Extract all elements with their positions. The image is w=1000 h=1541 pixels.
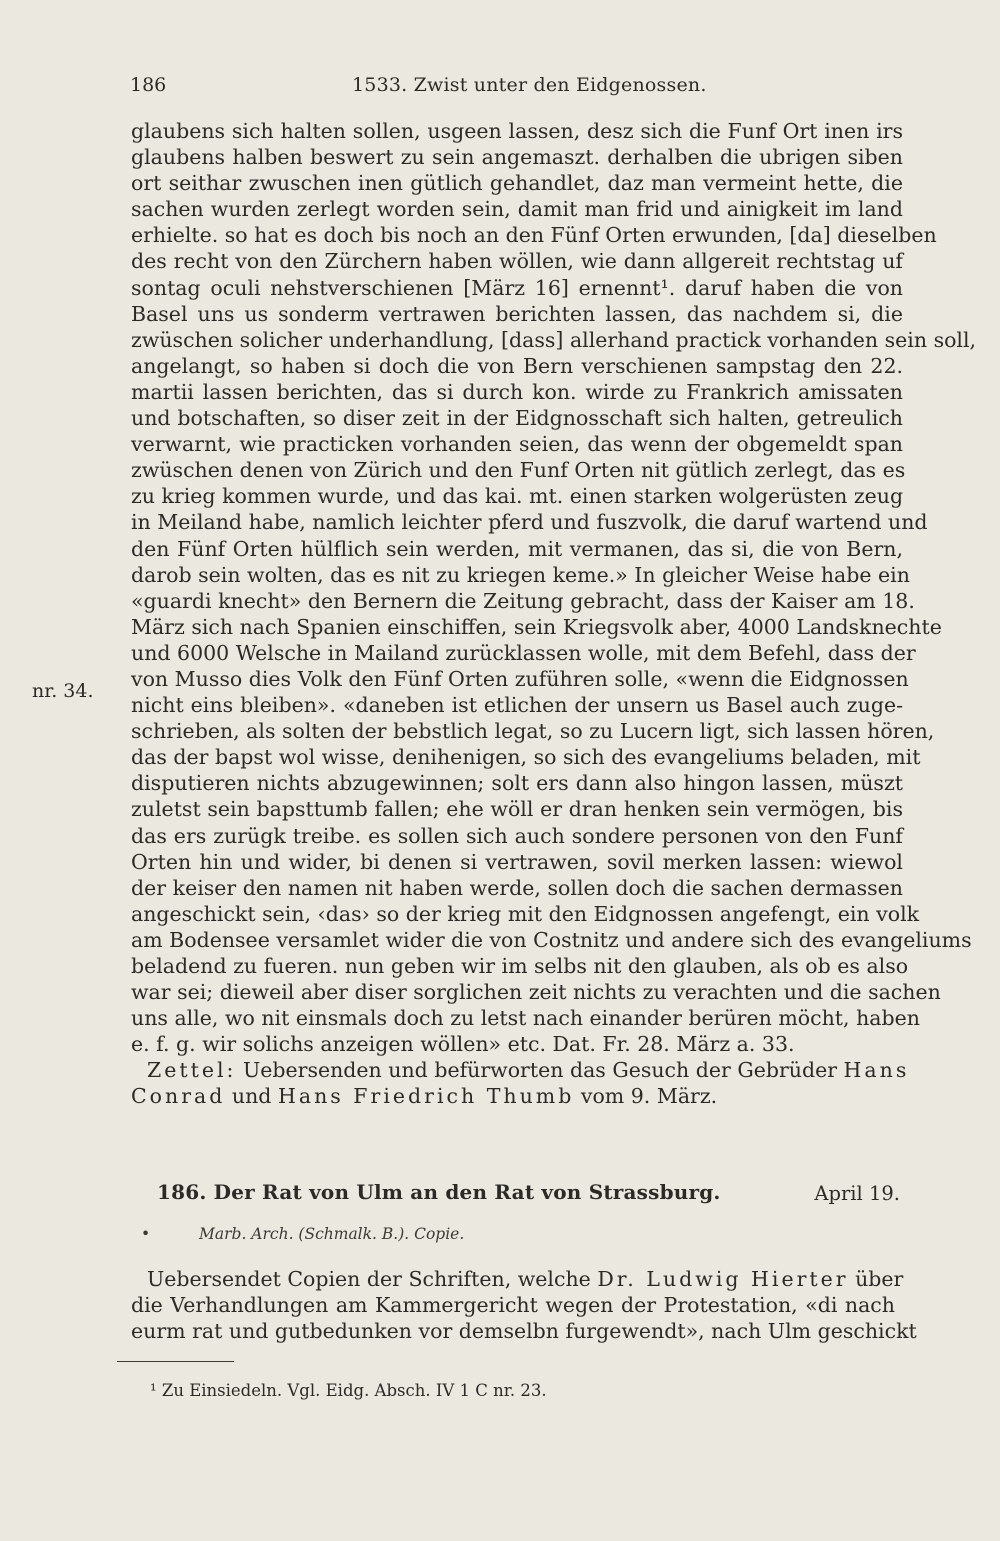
margin-note: nr. 34. (32, 680, 94, 702)
text-line: von Musso dies Volk den Fünf Orten zuführen solle, «wenn die Eidgnossen (131, 666, 909, 691)
document-body-line-1 (131, 1266, 904, 1292)
text-line: das der bapst wol wisse, denihenigen, so sich des evangeliums beladen, mit (131, 745, 921, 770)
text-line: der keiser den namen nit haben werde, sollen doch die sachen dermassen (131, 875, 903, 900)
text-line: disputieren nichts abzugewinnen; solt ers dann also hingon lassen, müszt (131, 771, 903, 796)
text-line: zwüschen solicher underhandlung, [dass] allerhand practick vorhanden sein soll, (131, 327, 977, 352)
source-citation: Marb. Arch. (Schmalk. B.). Copie. (199, 1225, 465, 1243)
document-date: April 19. (814, 1182, 900, 1205)
page-number: 186 (130, 74, 167, 96)
text-line: martii lassen berichten, das si durch kon. wirde zu Frankrich amissaten (131, 379, 903, 404)
source-bullet: • (141, 1225, 151, 1243)
text-line: sachen wurden zerlegt worden sein, damit man frid und ainigkeit im land (131, 197, 903, 222)
text-line: sontag oculi nehstverschienen [März 16] ernennt¹. daruf haben die von (131, 275, 903, 300)
zettel-text-date: vom 9. März. (580, 1084, 718, 1109)
text-line: des recht von den Zürchern haben wöllen, wie dann allgereit rechtstag uf (131, 249, 903, 274)
text-line: erhielte. so hat es doch bis noch an den Fünf Orten erwunden, [da] dieselben (131, 223, 937, 248)
footnote-rule (117, 1361, 234, 1362)
text-line: angelangt, so haben si doch die von Bern verschienen sampstag den 22. (131, 353, 903, 378)
text-line: und botschaften, so diser zeit in der Eidgnosschaft sich halten, getreulich (131, 406, 903, 431)
footnote: ¹ Zu Einsiedeln. Vgl. Eidg. Absch. IV 1 C nr. 23. (150, 1381, 547, 1400)
zettel-text-1: Uebersenden und befürworten das Gesuch der Gebrüder (242, 1058, 838, 1083)
zettel-text-und: und (231, 1084, 272, 1109)
text-line: nicht eins bleiben». «daneben ist etlichen der unsern us Basel auch zuge- (131, 693, 903, 718)
zettel-name-thumb: Hans Friedrich Thumb (277, 1084, 575, 1109)
text-line: Basel uns us sonderm vertrawen berichten lassen, das nachdem si, die (131, 301, 903, 326)
zettel-label: Zettel: (147, 1058, 237, 1083)
document-body (131, 1266, 917, 1344)
document-title: 186. Der Rat von Ulm an den Rat von Strassburg. (157, 1180, 721, 1204)
zettel-line-2 (131, 1083, 903, 1109)
text-line: glaubens sich halten sollen, usgeen lassen, desz sich die Funf Ort inen irs (131, 119, 903, 143)
text-line: war sei; dieweil aber diser sorglichen zeit nichts zu verachten und die sachen (131, 980, 941, 1005)
text-line: angeschickt sein, ‹das› so der krieg mit den Eidgnossen angefengt, ein volk (131, 901, 920, 926)
document-body-line-2: die Verhandlungen am Kammergericht wegen der Protestation, «di nach (131, 1293, 895, 1318)
text-line: verwarnt, wie practicken vorhanden seien, das wenn der obgemeldt span (131, 432, 903, 457)
text-line: März sich nach Spanien einschiffen, sein Kriegsvolk aber, 4000 Landsknechte (131, 614, 942, 639)
document-body-line-3: eurm rat und gutbedunken vor demselbn furgewendt», nach Ulm geschickt (131, 1319, 917, 1344)
running-head-title: 1533. Zwist unter den Eidgenossen. (352, 74, 707, 96)
text-line: e. f. g. wir solichs anzeigen wöllen» etc. Dat. Fr. 28. März a. 33. (131, 1032, 795, 1057)
source-line (141, 1225, 464, 1243)
text-line: darob sein wolten, das es nit zu kriegen keme.» In gleicher Weise habe ein (131, 562, 910, 587)
text-line: glaubens halben beswert zu sein angemaszt. derhalben die ubrigen siben (131, 145, 903, 170)
text-line: am Bodensee versamlet wider die von Costnitz und andere sich des evangeliums (131, 927, 972, 952)
text-line: ort seithar zwuschen inen gütlich gehandlet, daz man vermeint hette, die (131, 171, 903, 196)
text-line: «guardi knecht» den Bernern die Zeitung gebracht, dass der Kaiser am 18. (131, 588, 915, 613)
text-line: zwüschen denen von Zürich und den Funf Orten nit gütlich zerlegt, das es (131, 458, 906, 483)
person-name: Dr. Ludwig Hierter (597, 1267, 849, 1291)
text-line: zu krieg kommen wurde, und das kai. mt. einen starken wolgerüsten zeug (131, 484, 904, 509)
text-line: beladend zu fueren. nun geben wir im selbs nit den glauben, als ob es also (131, 954, 909, 978)
text-line: in Meiland habe, namlich leichter pferd und fuszvolk, die daruf wartend und (131, 510, 928, 535)
text-line: den Fünf Orten hülflich sein werden, mit vermanen, das si, die von Bern, (131, 536, 903, 561)
body-text-1: Uebersendet Copien der Schriften, welche (147, 1267, 591, 1291)
zettel-name-conrad: Conrad (131, 1084, 226, 1109)
text-line: uns alle, wo nit einsmals doch zu letst nach einander berüren möcht, haben (131, 1006, 920, 1031)
text-line: Orten hin und wider, bi denen si vertrawen, sovil merken lassen: wiewol (131, 849, 903, 874)
text-line: und 6000 Welsche in Mailand zurücklassen wolle, mit dem Befehl, dass der (131, 640, 916, 665)
zettel-name-hans: Hans (843, 1058, 910, 1083)
text-line: zuletst sein bapsttumb fallen; ehe wöll er dran henken sein vermögen, bis (131, 797, 903, 822)
text-line: schrieben, als solten der bebstlich legat, so zu Lucern ligt, sich lassen hören, (131, 719, 935, 744)
running-head (130, 74, 900, 102)
zettel-line-1 (131, 1057, 910, 1083)
body-text-uber: über (855, 1267, 904, 1291)
text-line: das ers zurügk treibe. es sollen sich auch sondere personen von den Funf (131, 823, 903, 848)
main-text-block (131, 118, 977, 1110)
document-heading (157, 1180, 900, 1210)
